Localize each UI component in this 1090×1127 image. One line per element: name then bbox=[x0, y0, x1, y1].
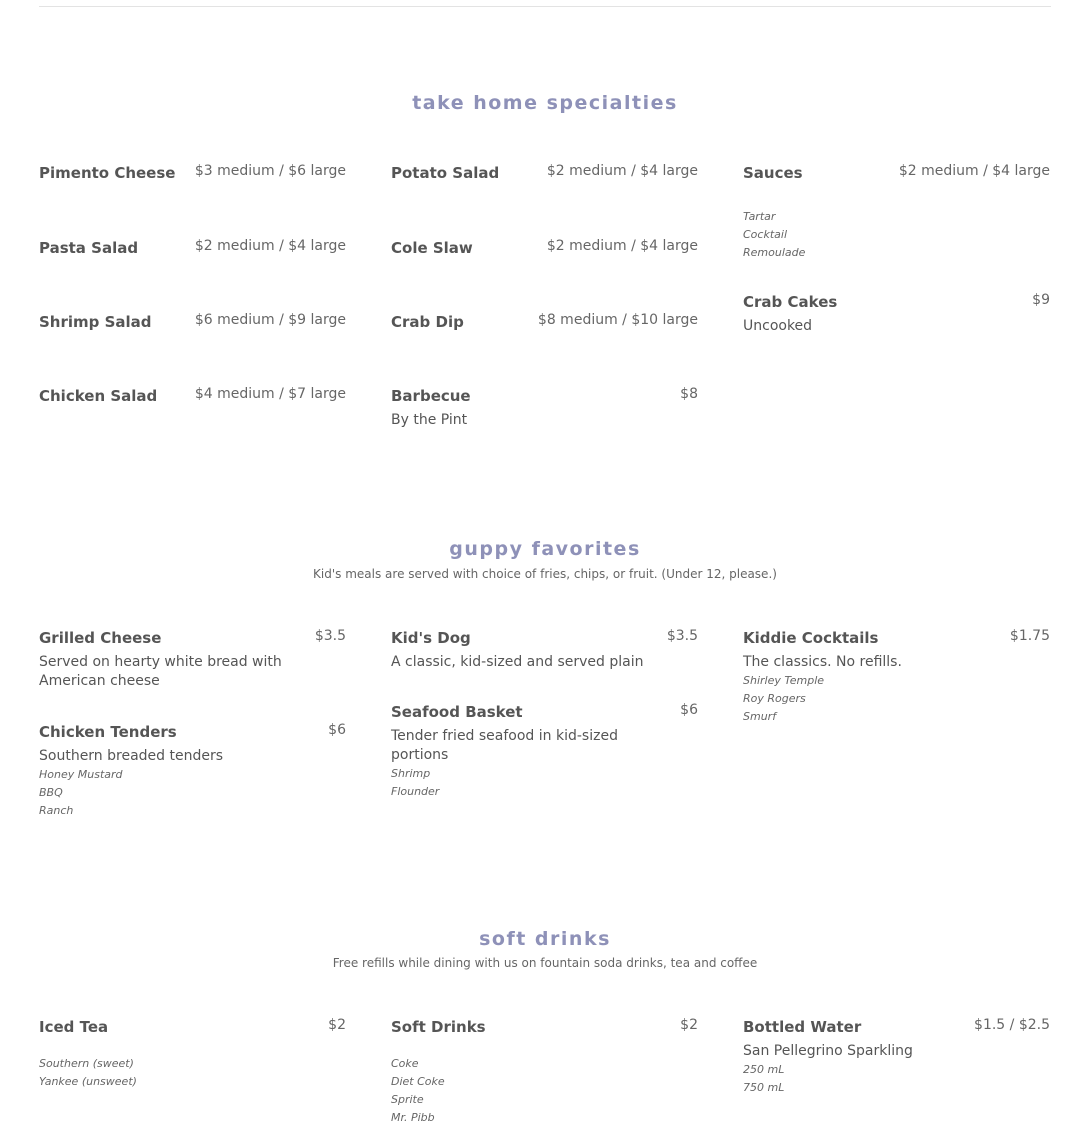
option: Smurf bbox=[743, 710, 777, 723]
menu-item bbox=[391, 164, 698, 184]
option: Mr. Pibb bbox=[391, 1111, 435, 1124]
menu-item bbox=[39, 723, 346, 820]
item-name: Crab Cakes bbox=[743, 293, 838, 311]
menu-item bbox=[39, 629, 346, 691]
item-price: $6 medium / $9 large bbox=[194, 312, 346, 328]
option: Yankee (unsweet) bbox=[39, 1075, 137, 1088]
item-name: Cole Slaw bbox=[391, 239, 473, 257]
option: Shirley Temple bbox=[743, 674, 825, 687]
item-name: Kiddie Cocktails bbox=[743, 629, 879, 647]
menu-item bbox=[743, 293, 1050, 336]
item-name: Soft Drinks bbox=[391, 1018, 486, 1036]
item-description: Southern breaded tenders bbox=[39, 748, 224, 764]
item-price: $2 medium / $4 large bbox=[546, 163, 698, 179]
option: BBQ bbox=[39, 786, 63, 799]
item-name: Chicken Tenders bbox=[39, 723, 177, 741]
item-name: Barbecue bbox=[391, 387, 471, 405]
option: 250 mL bbox=[743, 1063, 785, 1076]
option: Sprite bbox=[391, 1093, 424, 1106]
option: Honey Mustard bbox=[39, 768, 123, 781]
item-price: $6 bbox=[680, 702, 698, 718]
item-name: Crab Dip bbox=[391, 313, 464, 331]
section-title-soft-drinks: soft drinks bbox=[479, 928, 611, 950]
menu-item bbox=[743, 629, 1050, 726]
section-title-take-home: take home specialties bbox=[412, 92, 678, 114]
menu-item bbox=[743, 164, 1050, 262]
item-price: $1.75 bbox=[1009, 628, 1050, 644]
item-name: Chicken Salad bbox=[39, 387, 158, 405]
menu-item bbox=[39, 387, 346, 407]
item-name: Shrimp Salad bbox=[39, 313, 152, 331]
item-price: $2 medium / $4 large bbox=[194, 238, 346, 254]
section-title-guppy: guppy favorites bbox=[449, 538, 641, 560]
item-name: Seafood Basket bbox=[391, 703, 523, 721]
option: Shrimp bbox=[391, 767, 431, 780]
item-description: San Pellegrino Sparkling bbox=[743, 1043, 913, 1059]
item-price: $2 medium / $4 large bbox=[546, 238, 698, 254]
option: Diet Coke bbox=[391, 1075, 445, 1088]
item-price: $2 medium / $4 large bbox=[898, 163, 1050, 179]
item-name: Kid's Dog bbox=[391, 629, 471, 647]
menu-item bbox=[39, 239, 346, 259]
item-description: Tender fried seafood in kid-sized portions bbox=[391, 728, 618, 763]
item-price: $9 bbox=[1032, 292, 1050, 308]
item-name: Potato Salad bbox=[391, 164, 500, 182]
option: Roy Rogers bbox=[743, 692, 806, 705]
menu-item bbox=[391, 629, 698, 672]
item-price: $2 bbox=[680, 1017, 698, 1033]
item-price: $3.5 bbox=[666, 628, 698, 644]
menu-item bbox=[743, 1018, 1050, 1097]
option: Flounder bbox=[391, 785, 440, 798]
option: Coke bbox=[391, 1057, 419, 1070]
menu-item bbox=[39, 1018, 346, 1091]
section-subtitle-guppy: Kid's meals are served with choice of fries, chips, or fruit. (Under 12, please.) bbox=[313, 567, 777, 581]
item-name: Sauces bbox=[743, 164, 803, 182]
menu-item bbox=[391, 387, 698, 430]
item-price: $3.5 bbox=[314, 628, 346, 644]
item-description: Uncooked bbox=[743, 318, 813, 334]
item-name: Iced Tea bbox=[39, 1018, 109, 1036]
item-price: $8 bbox=[680, 386, 698, 402]
option: Tartar bbox=[743, 210, 776, 223]
item-description: The classics. No refills. bbox=[743, 654, 902, 670]
item-price: $1.5 / $2.5 bbox=[974, 1017, 1050, 1033]
option: 750 mL bbox=[743, 1081, 785, 1094]
section-subtitle-soft-drinks: Free refills while dining with us on fountain soda drinks, tea and coffee bbox=[332, 956, 758, 970]
menu-item bbox=[391, 1018, 698, 1127]
item-description: Served on hearty white bread with American cheese bbox=[39, 654, 282, 689]
option: Remoulade bbox=[743, 246, 806, 259]
item-description: By the Pint bbox=[391, 412, 468, 428]
item-name: Pimento Cheese bbox=[39, 164, 176, 182]
option: Southern (sweet) bbox=[39, 1057, 134, 1070]
menu-item bbox=[39, 313, 346, 333]
top-divider bbox=[39, 6, 1051, 7]
item-price: $8 medium / $10 large bbox=[537, 312, 698, 328]
item-name: Bottled Water bbox=[743, 1018, 862, 1036]
menu-item bbox=[39, 164, 346, 184]
item-price: $3 medium / $6 large bbox=[194, 163, 346, 179]
menu-item bbox=[391, 239, 698, 259]
item-price: $2 bbox=[328, 1017, 346, 1033]
option: Cocktail bbox=[743, 228, 787, 241]
item-price: $6 bbox=[328, 722, 346, 738]
item-name: Pasta Salad bbox=[39, 239, 139, 257]
item-price: $4 medium / $7 large bbox=[194, 386, 346, 402]
item-description: A classic, kid-sized and served plain bbox=[391, 654, 644, 670]
item-name: Grilled Cheese bbox=[39, 629, 162, 647]
menu-item bbox=[391, 703, 698, 801]
menu-item bbox=[391, 313, 698, 333]
option: Ranch bbox=[39, 804, 74, 817]
